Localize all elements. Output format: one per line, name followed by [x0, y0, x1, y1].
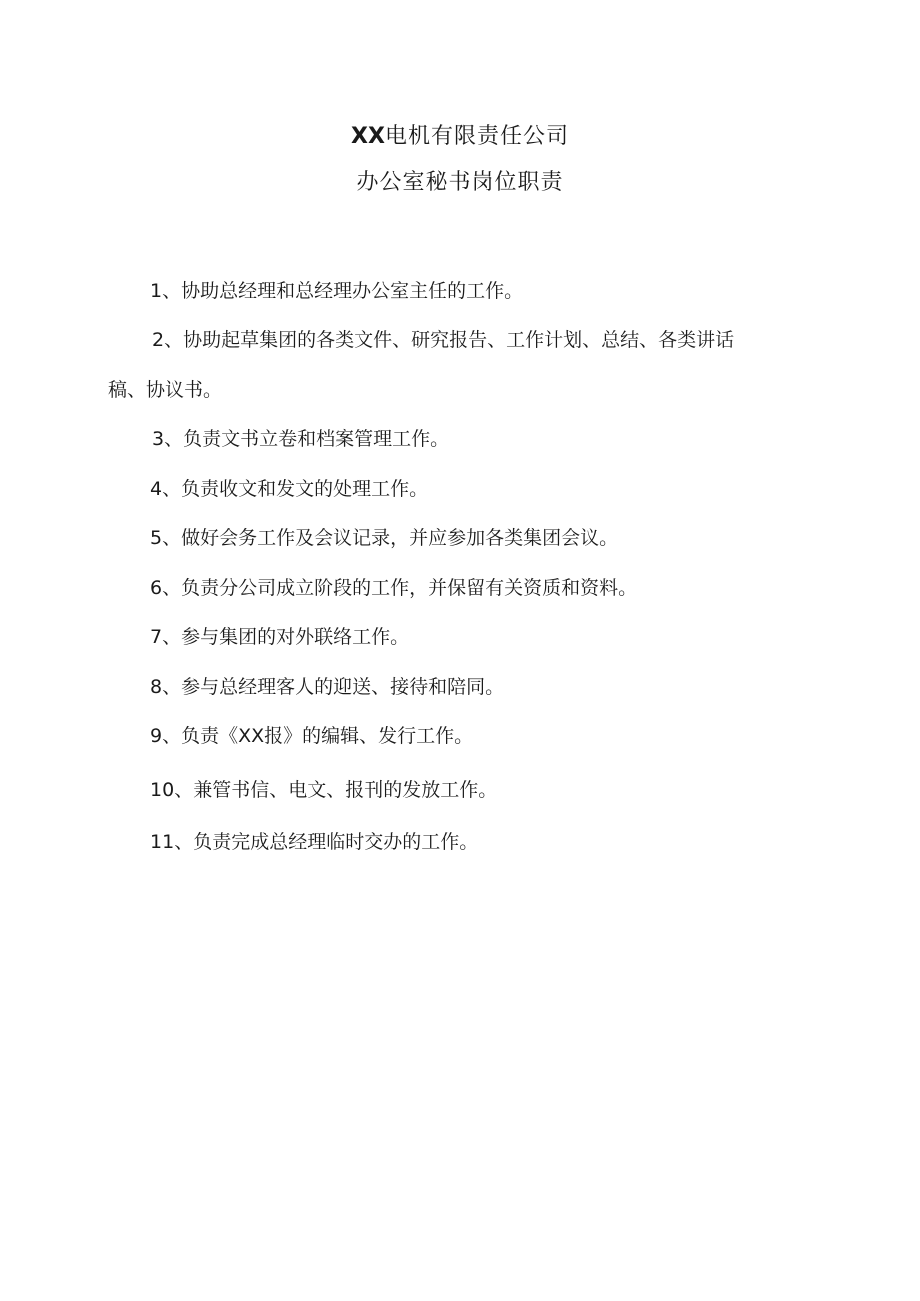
duty-text: 、负责完成总经理临时交办的工作。: [174, 831, 479, 853]
duty-item-9: [150, 723, 473, 749]
duty-item-8: [150, 674, 504, 700]
duty-item-6: [150, 575, 637, 601]
duty-number: 1: [150, 280, 163, 302]
duty-text: 、负责《XX报》的编辑、发行工作。: [162, 725, 474, 747]
duty-number: 7: [150, 626, 163, 648]
duty-text: 、参与集团的对外联络工作。: [162, 626, 410, 648]
duty-number: 10: [150, 779, 175, 801]
duty-item-1: [150, 278, 523, 304]
duty-item-10: [150, 777, 497, 803]
company-name: 电机有限责任公司: [384, 124, 569, 149]
duty-number: 3: [152, 428, 165, 450]
duty-item-3: [152, 426, 449, 452]
duty-item-5: [150, 525, 618, 551]
duty-text: 、负责文书立卷和档案管理工作。: [164, 428, 450, 450]
duty-number: 2: [152, 329, 165, 351]
duty-number: 11: [150, 831, 175, 853]
duty-text: 、兼管书信、电文、报刊的发放工作。: [174, 779, 498, 801]
document-title-block: [0, 126, 920, 194]
duty-number: 8: [150, 676, 163, 698]
duty-item-2: [152, 327, 734, 353]
duty-number: 9: [150, 725, 163, 747]
duty-text: 、做好会务工作及会议记录，并应参加各类集团会议。: [162, 527, 619, 549]
duty-item-4: [150, 476, 428, 502]
duty-text: 、参与总经理客人的迎送、接待和陪同。: [162, 676, 505, 698]
duty-text: 、协助起草集团的各类文件、研究报告、工作计划、总结、各类讲话: [164, 329, 735, 351]
duty-item-11: [150, 829, 478, 855]
company-prefix: XX: [351, 124, 385, 149]
duty-text: 、协助总经理和总经理办公室主任的工作。: [162, 280, 524, 302]
duty-number: 4: [150, 478, 163, 500]
duty-item-2-continuation: 稿、协议书。: [108, 379, 223, 401]
duty-text: 、负责分公司成立阶段的工作，并保留有关资质和资料。: [162, 577, 638, 599]
duty-number: 5: [150, 527, 163, 549]
company-name-heading: [0, 126, 920, 148]
duty-text: 、负责收文和发文的处理工作。: [162, 478, 429, 500]
position-title-heading: 办公室秘书岗位职责: [356, 170, 564, 195]
duty-number: 6: [150, 577, 163, 599]
duty-item-7: [150, 624, 409, 650]
